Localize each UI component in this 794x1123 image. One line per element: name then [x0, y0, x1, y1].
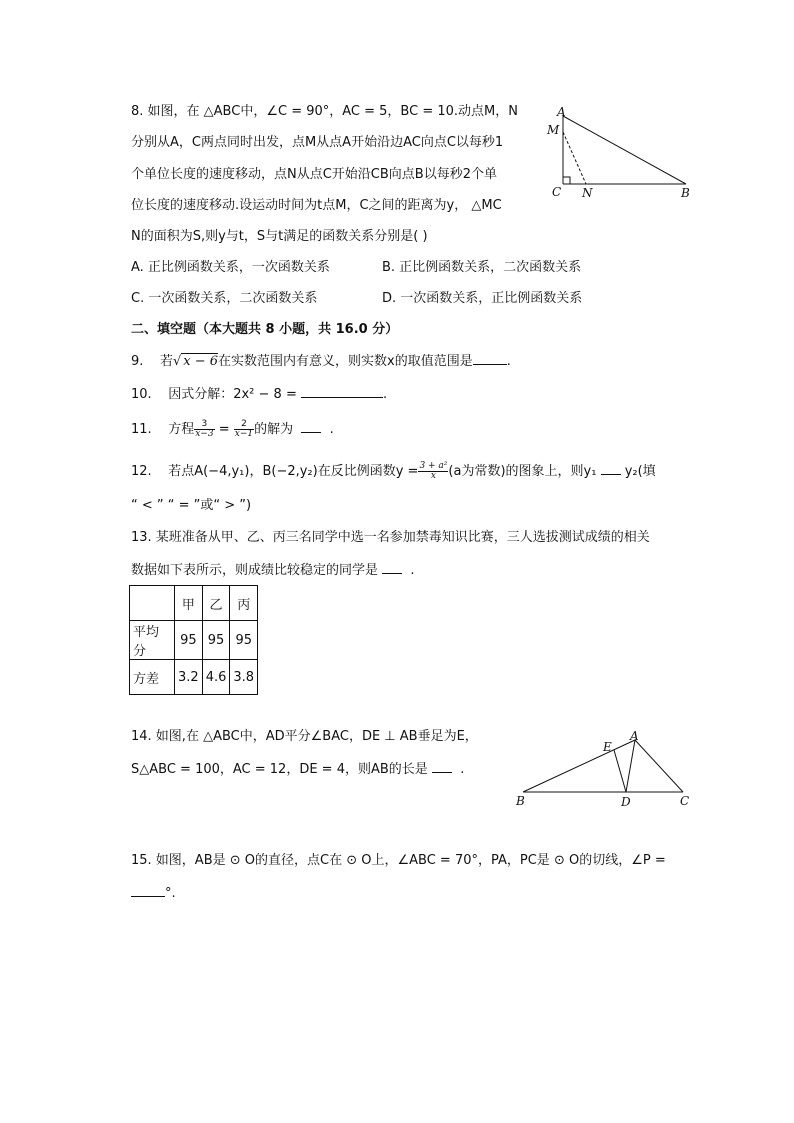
- q9-pre: 若: [159, 354, 173, 369]
- q14-label-a: A: [630, 729, 639, 743]
- table-header-cell: 甲: [175, 586, 203, 621]
- q13-line-2-text: 数据如下表所示，则成绩比较稳定的同学是: [131, 563, 379, 578]
- q13-score-table: [129, 585, 258, 695]
- q8-line-3: 个单位长度的速度移动，点N从点C开始沿CB向点B以每秒2个单: [131, 167, 497, 182]
- table-header-row: [130, 586, 258, 621]
- section-2-title: 二、填空题（本大题共 8 小题，共 16.0 分）: [131, 322, 399, 337]
- table-cell: 4.6: [202, 660, 230, 695]
- q14-label-b: B: [516, 794, 525, 808]
- q10-end: .: [383, 387, 388, 402]
- q10-text: 因式分解：2x² − 8 =: [168, 387, 297, 402]
- q15-line-2: [131, 884, 176, 903]
- q9-answer-blank[interactable]: [473, 352, 507, 365]
- q11-fraction-1: $\frac{3}{x-3}$: [195, 419, 214, 439]
- q9-sqrt: √ x − 6: [172, 354, 219, 369]
- table-header-cell: 乙: [202, 586, 230, 621]
- table-cell: 95: [202, 621, 230, 660]
- q12-tail: y₂(填: [624, 464, 656, 479]
- table-cell: 方差: [130, 660, 175, 695]
- q14-end: .: [460, 762, 465, 777]
- q11: [131, 418, 334, 442]
- table-row: [130, 621, 258, 660]
- q9-number: 9.: [131, 354, 144, 369]
- q9: [131, 352, 511, 371]
- q10-number: 10.: [131, 387, 152, 402]
- q8-line-2: 分别从A，C两点同时出发，点M从点A开始沿边AC向点C以每秒1: [131, 135, 504, 150]
- q8-label-m: M: [547, 123, 560, 137]
- q8-line-5: N的面积为S,则y与t，S与t满足的函数关系分别是( ): [131, 229, 428, 244]
- q9-end: .: [506, 354, 511, 369]
- table-header-cell: 丙: [230, 586, 258, 621]
- q11-post: 的解为: [254, 422, 294, 437]
- q8-label-b: B: [681, 186, 690, 200]
- q12-post: (a为常数)的图象上，则y₁: [448, 464, 597, 479]
- q14-answer-blank[interactable]: [432, 760, 452, 773]
- table-cell: 平均分: [130, 621, 175, 660]
- q15-answer-blank[interactable]: [131, 884, 165, 897]
- q15-end: °.: [165, 886, 176, 901]
- table-row: [130, 660, 258, 695]
- q8-option-c: C. 一次函数关系，二次函数关系: [131, 291, 318, 306]
- q14-label-d: D: [621, 795, 631, 809]
- q14-line-2-text: S△ABC = 100，AC = 12，DE = 4，则AB的长是: [131, 762, 428, 777]
- q14-label-e: E: [603, 740, 612, 754]
- q15-line-1: 15. 如图，AB是 ⊙ O的直径，点C在 ⊙ O上，∠ABC = 70°，PA，PC是 ⊙ O的切线，∠P =: [131, 853, 666, 868]
- q11-fraction-2: $\frac{2}{x-1}$: [234, 419, 254, 439]
- table-cell: 95: [230, 621, 258, 660]
- q12-line-2: “ < ” “ = ”或“ > ”): [131, 498, 252, 513]
- q8-option-b: B. 正比例函数关系，二次函数关系: [382, 260, 582, 275]
- q8-label-a: A: [557, 106, 566, 119]
- q11-eq: =: [218, 422, 230, 437]
- q14-line-1: 14. 如图,在 △ABC中，AD平分∠BAC，DE ⊥ AB垂足为E，: [131, 729, 478, 744]
- q12: [131, 460, 656, 484]
- q13-line-2: [131, 561, 415, 580]
- q10-answer-blank[interactable]: [301, 385, 383, 398]
- q11-number: 11.: [131, 422, 152, 437]
- q12-number: 12.: [131, 464, 152, 479]
- q14-line-2: [131, 760, 464, 779]
- q12-pre: 若点A(−4,y₁)，B(−2,y₂)在反比例函数y =: [168, 464, 419, 479]
- q10: [131, 385, 387, 404]
- q13-end: .: [410, 563, 415, 578]
- q14-triangle-figure: [510, 725, 700, 810]
- q12-answer-blank[interactable]: [601, 462, 621, 475]
- table-header-cell: [130, 586, 175, 621]
- q8-option-a: A. 正比例函数关系，一次函数关系: [131, 260, 330, 275]
- q11-answer-blank[interactable]: [301, 420, 321, 433]
- table-cell: 3.2: [175, 660, 203, 695]
- q13-line-1: 13. 某班准备从甲、乙、丙三名同学中选一名参加禁毒知识比赛，三人选拔测试成绩的相关: [131, 530, 650, 545]
- table-cell: 3.8: [230, 660, 258, 695]
- q11-end: .: [329, 422, 334, 437]
- q8-line-4: 位长度的速度移动.设运动时间为t点M，C之间的距离为y， △MC: [131, 198, 502, 213]
- q8-option-d: D. 一次函数关系，正比例函数关系: [382, 291, 583, 306]
- q8-label-c: C: [552, 185, 562, 199]
- q8-triangle-figure: [544, 106, 704, 200]
- q8-label-n: N: [582, 186, 593, 200]
- table-cell: 95: [175, 621, 203, 660]
- q12-fraction: $\frac{\text{3 + a²}}{x}$: [419, 461, 448, 481]
- q9-post: 在实数范围内有意义，则实数x的取值范围是: [218, 354, 473, 369]
- q11-pre: 方程: [168, 422, 195, 437]
- q14-label-c: C: [680, 794, 690, 808]
- q9-radicand: x − 6: [183, 354, 219, 369]
- q13-answer-blank[interactable]: [382, 561, 402, 574]
- q8-line-1: 8. 如图，在 △ABC中，∠C = 90°，AC = 5，BC = 10.动点M，N: [131, 104, 518, 119]
